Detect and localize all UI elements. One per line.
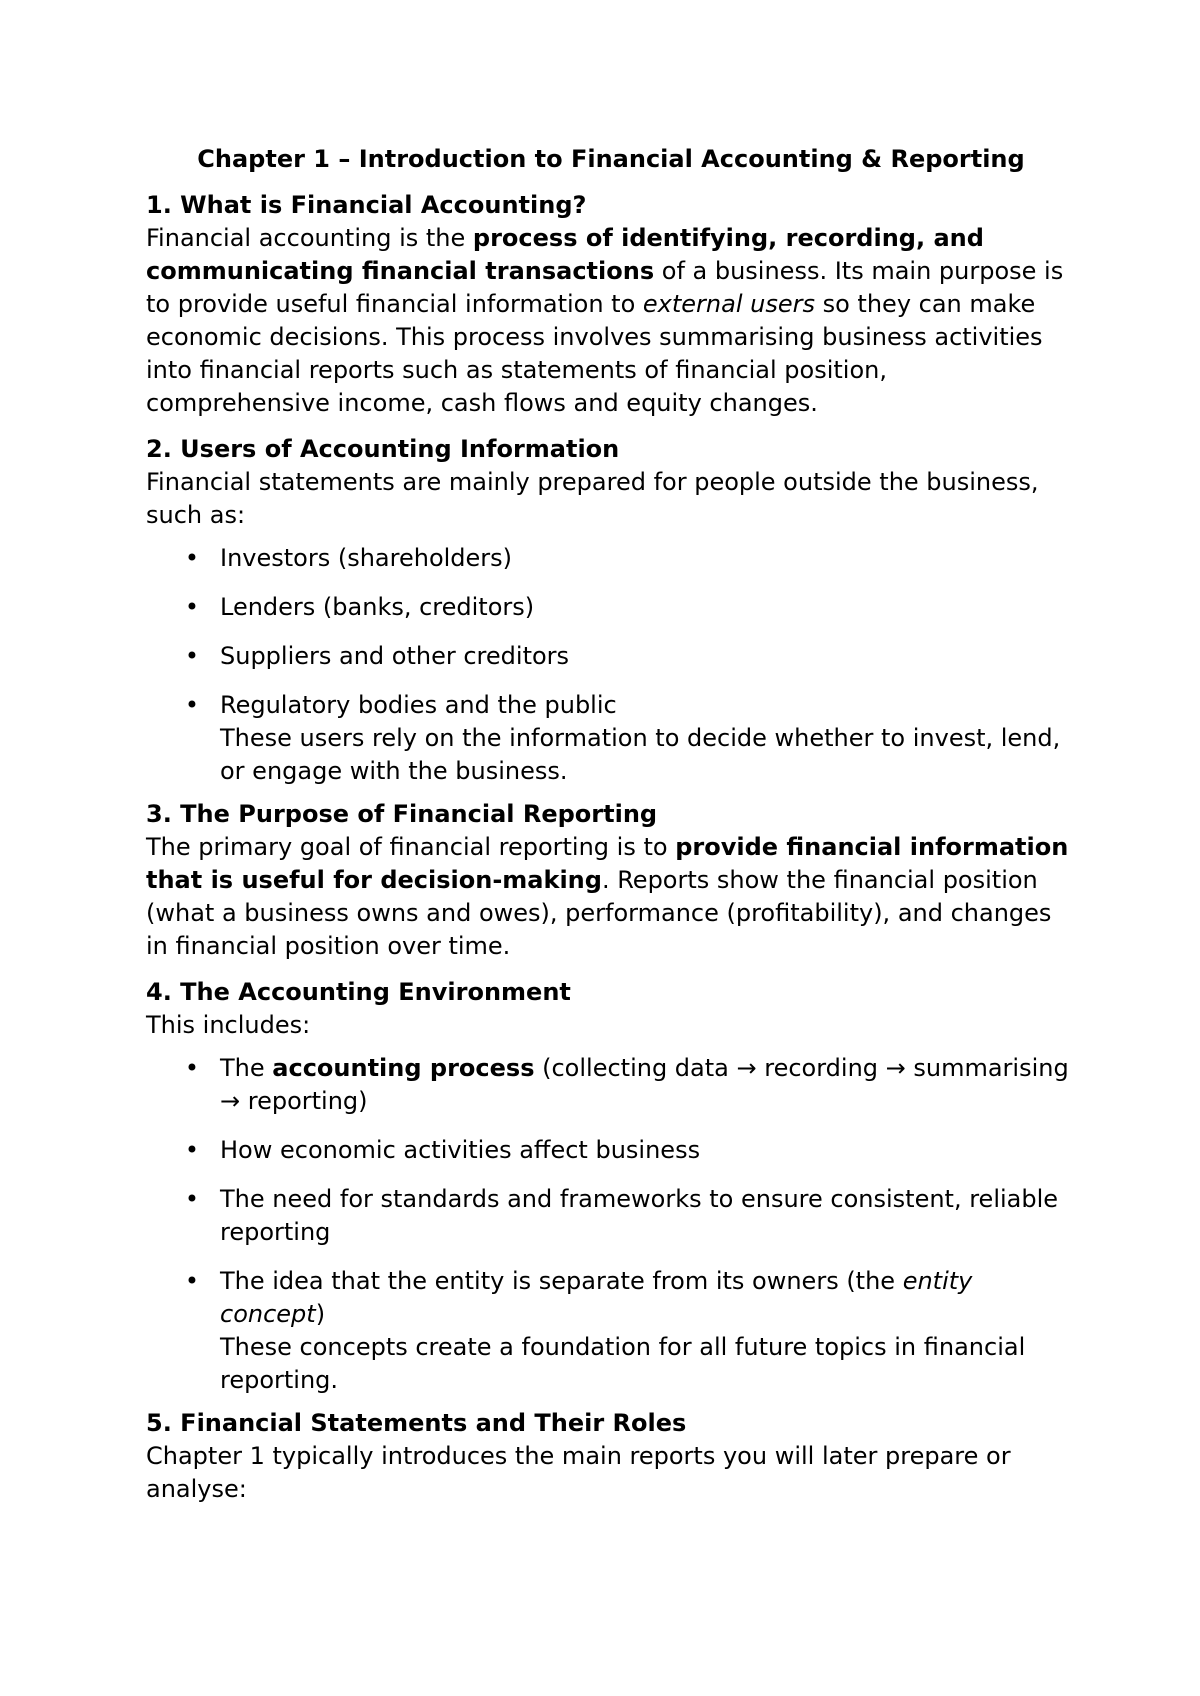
list-item [146, 640, 1076, 673]
list-item-text: The need for standards and frameworks to ensure consistent, reliable reporting [220, 1185, 1059, 1246]
bullet-icon: • [184, 691, 200, 719]
text-run: (collecting data → recording → summarising → reporting) [220, 1054, 1069, 1115]
list-item [146, 1134, 1076, 1167]
bullet-icon: • [184, 1136, 200, 1164]
section-4-intro: This includes: [146, 1011, 311, 1039]
bullet-icon: • [184, 1267, 200, 1295]
bullet-icon: • [184, 593, 200, 621]
text-run: Financial accounting is the [146, 224, 473, 252]
bold-run: process of identifying, recording, and communicating financial transactions [146, 224, 984, 285]
list-item [146, 1265, 1076, 1397]
italic-run: entity concept [220, 1267, 973, 1328]
list-item-continuation: These users rely on the information to decide whether to invest, lend, or engage with the business. [220, 724, 1061, 785]
bold-run: provide financial information that is useful for decision-making [146, 833, 1069, 894]
text-run: of a business. Its main purpose is to provide useful financial information to [146, 257, 1064, 318]
bullet-icon: • [184, 1185, 200, 1213]
text-run: The [220, 1054, 273, 1082]
section-heading-what-is-financial-accounting: 1. What is Financial Accounting? [146, 191, 587, 219]
bold-run: accounting process [272, 1054, 535, 1082]
text-run: ) [315, 1300, 326, 1328]
bullet-icon: • [184, 1054, 200, 1082]
section-heading-statements: 5. Financial Statements and Their Roles [146, 1409, 687, 1437]
section-2-intro: Financial statements are mainly prepared for people outside the business, such as: [146, 468, 1039, 529]
section-heading-users: 2. Users of Accounting Information [146, 435, 620, 463]
bullet-icon: • [184, 544, 200, 572]
document-title: Chapter 1 – Introduction to Financial Accounting & Reporting [197, 145, 1025, 173]
bullet-icon: • [184, 642, 200, 670]
document-content [146, 143, 1076, 1519]
list-item [146, 1183, 1076, 1249]
list-item-continuation: These concepts create a foundation for all future topics in financial reporting. [220, 1333, 1026, 1394]
section-heading-environment: 4. The Accounting Environment [146, 978, 571, 1006]
list-item [146, 1052, 1076, 1118]
text-run: The idea that the entity is separate from its owners (the [220, 1267, 903, 1295]
section-5-intro: Chapter 1 typically introduces the main reports you will later prepare or analyse: [146, 1442, 1011, 1503]
list-item-text: Regulatory bodies and the public [220, 691, 617, 719]
list-item-text: Investors (shareholders) [220, 544, 513, 572]
list-item [146, 689, 1076, 788]
list-item [146, 591, 1076, 624]
users-list [146, 542, 1076, 788]
text-run: so they can make economic decisions. This process involves summarising business activities into financial reports such as statements of financial position, comprehensive income, cash flows and equity changes. [146, 290, 1043, 417]
text-run: . Reports show the financial position (what a business owns and owes), performance (profitability), and changes in financial position over time. [146, 866, 1052, 960]
italic-run: external users [642, 290, 815, 318]
list-item-text: Lenders (banks, creditors) [220, 593, 535, 621]
text-run: The primary goal of financial reporting is to [146, 833, 676, 861]
list-item-text: Suppliers and other creditors [220, 642, 570, 670]
section-heading-purpose: 3. The Purpose of Financial Reporting [146, 800, 658, 828]
section-1-paragraph [146, 222, 1076, 420]
environment-list [146, 1052, 1076, 1397]
section-3-paragraph [146, 831, 1076, 963]
list-item [146, 542, 1076, 575]
list-item-text: How economic activities affect business [220, 1136, 701, 1164]
